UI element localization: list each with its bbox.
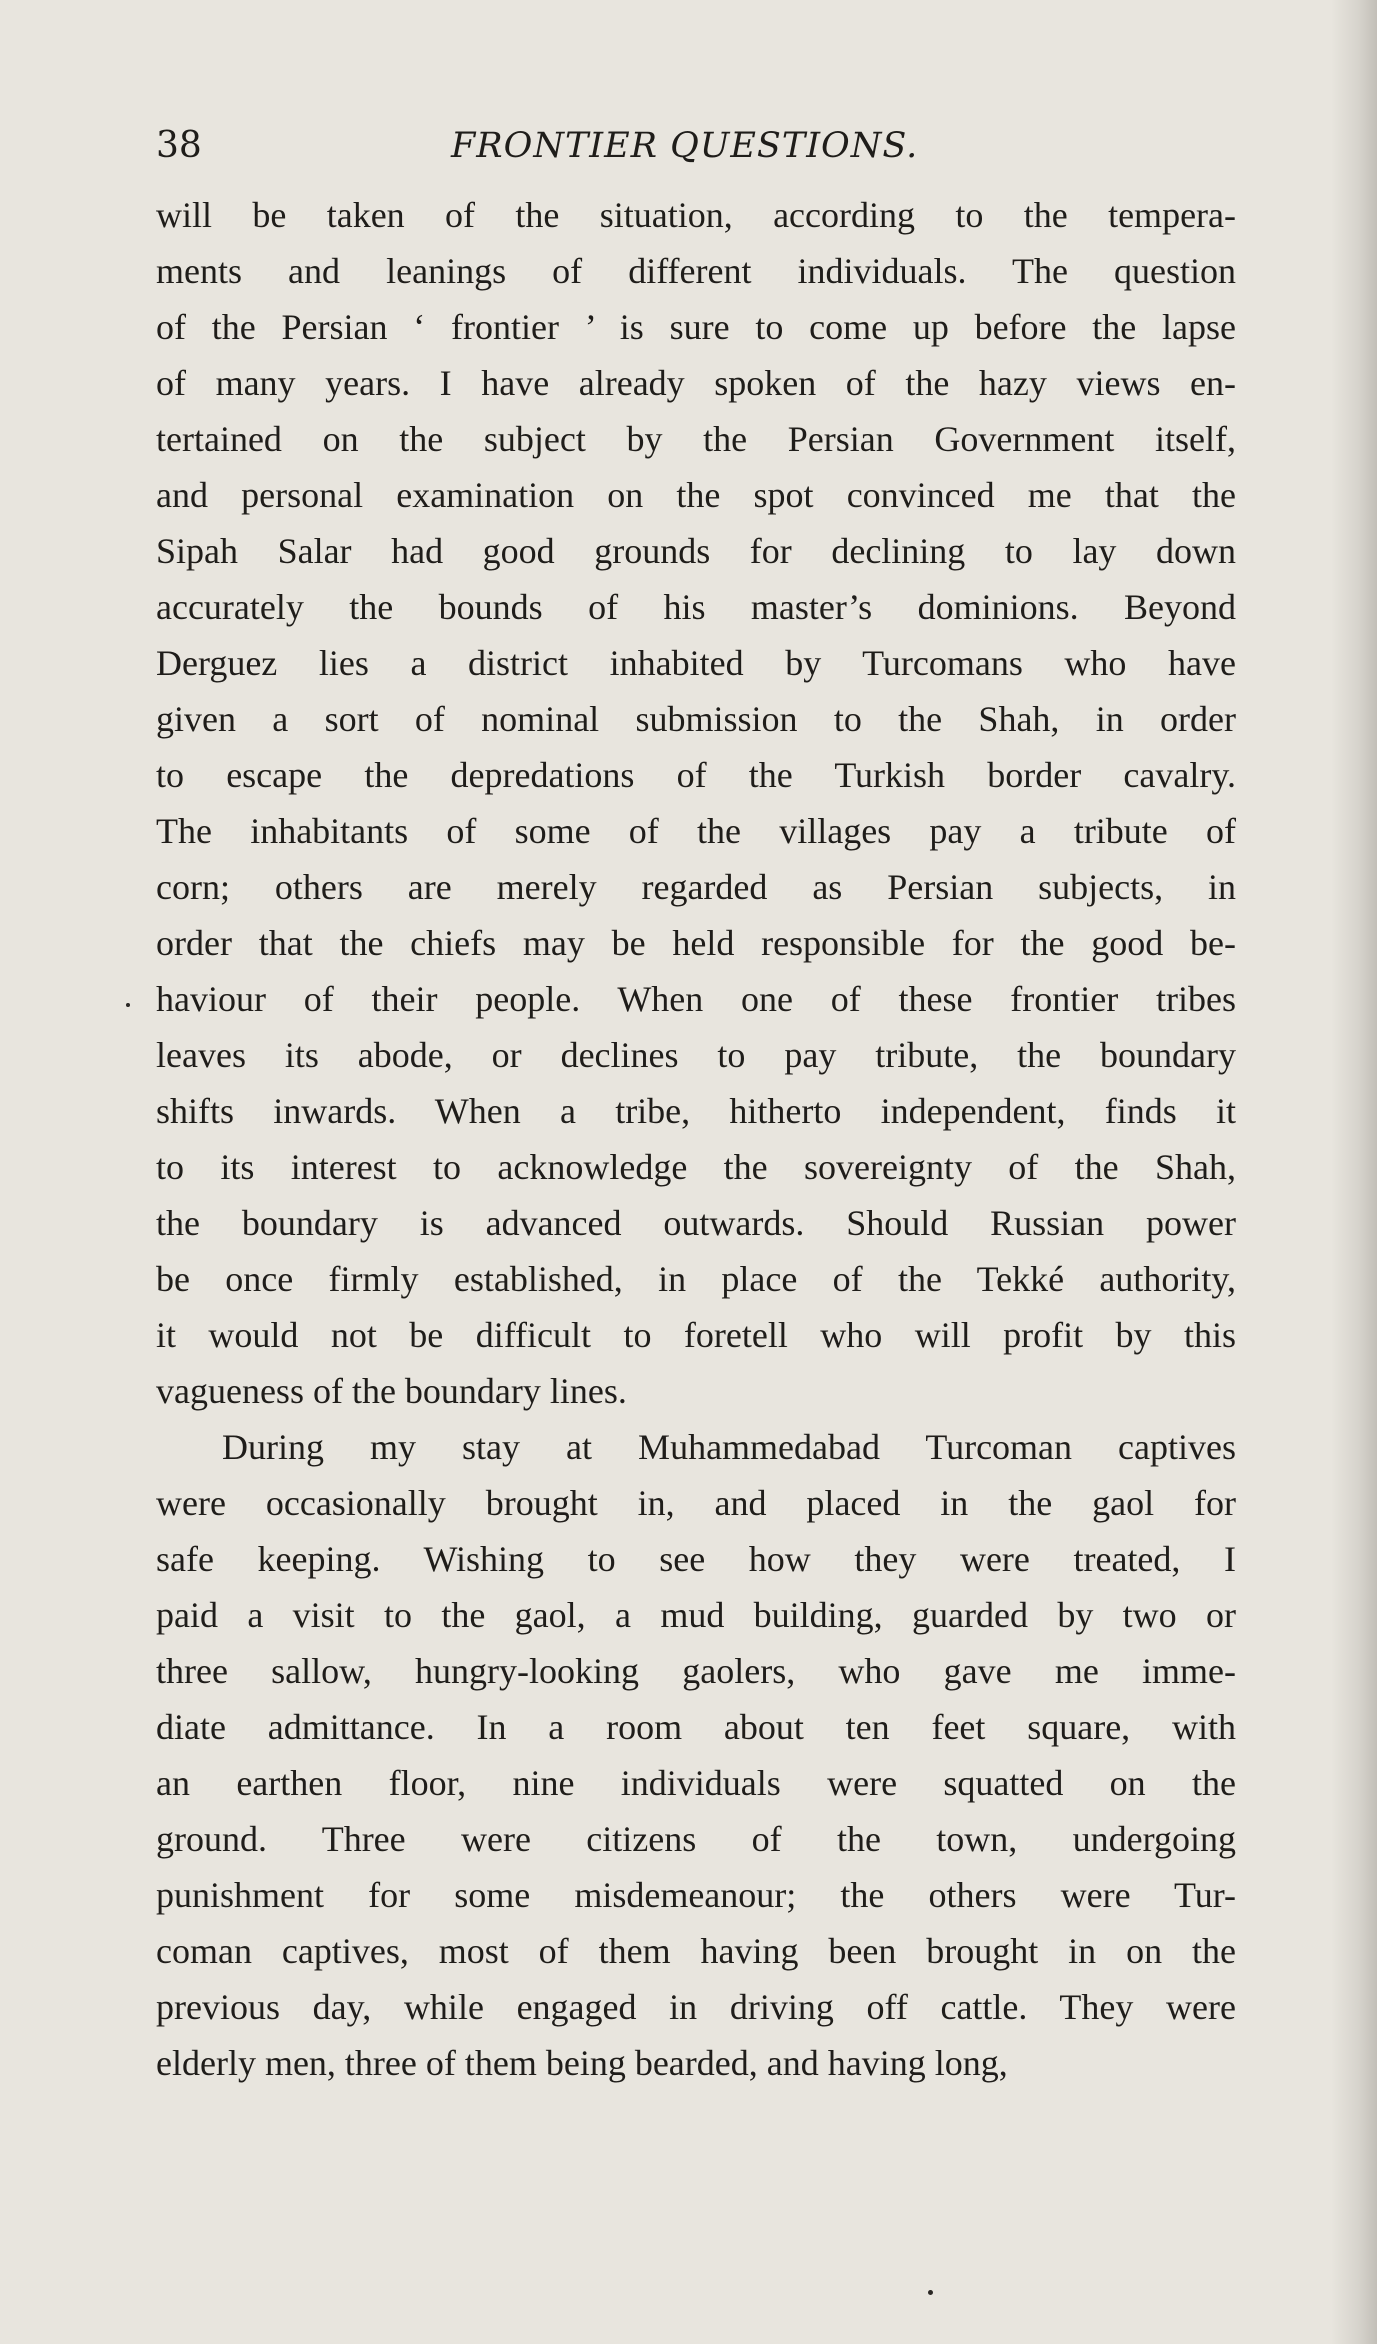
running-title: FRONTIER QUESTIONS. [451,126,919,166]
text-line: Derguez lies a district inhabited by Turcomans who have [156,643,1236,683]
text-line: punishment for some misdemeanour; the others were Tur- [156,1875,1236,1915]
text-line: previous day, while engaged in driving off cattle. They were [156,1987,1236,2027]
text-line: be once firmly established, in place of the Tekké authority, [156,1259,1236,1299]
text-line: of the Persian ‘ frontier ’ is sure to come up before the lapse [156,307,1236,347]
text-line: and personal examination on the spot convinced me that the [156,475,1236,515]
text-line: leaves its abode, or declines to pay tribute, the boundary [156,1035,1236,1075]
text-line: diate admittance. In a room about ten feet square, with [156,1707,1236,1747]
text-line: were occasionally brought in, and placed in the gaol for [156,1483,1236,1523]
text-line: ground. Three were citizens of the town, undergoing [156,1819,1236,1859]
print-speck [126,1003,130,1007]
body-text [156,187,1236,2091]
text-line: corn; others are merely regarded as Persian subjects, in [156,867,1236,907]
text-line: haviour of their people. When one of these frontier tribes [156,979,1236,1019]
text-line: accurately the bounds of his master’s dominions. Beyond [156,587,1236,627]
text-line: coman captives, most of them having been brought in on the [156,1931,1236,1971]
text-line: an earthen floor, nine individuals were squatted on the [156,1763,1236,1803]
text-line: three sallow, hungry-looking gaolers, who gave me imme- [156,1651,1236,1691]
text-line: the boundary is advanced outwards. Should Russian power [156,1203,1236,1243]
running-head [156,116,1236,176]
text-line: The inhabitants of some of the villages pay a tribute of [156,811,1236,851]
page-number: 38 [156,125,202,166]
text-line: to escape the depredations of the Turkish border cavalry. [156,755,1236,795]
text-line: will be taken of the situation, according to the tempera- [156,195,1236,235]
text-line: shifts inwards. When a tribe, hitherto independent, finds it [156,1091,1236,1131]
text-line: ments and leanings of different individuals. The question [156,251,1236,291]
text-line: to its interest to acknowledge the sovereignty of the Shah, [156,1147,1236,1187]
print-speck [928,2290,933,2295]
text-line: paid a visit to the gaol, a mud building, guarded by two or [156,1595,1236,1635]
text-line: given a sort of nominal submission to the Shah, in order [156,699,1236,739]
text-line: it would not be difficult to foretell who will profit by this [156,1315,1236,1355]
text-line: Sipah Salar had good grounds for declining to lay down [156,531,1236,571]
text-line: of many years. I have already spoken of the hazy views en- [156,363,1236,403]
text-line: safe keeping. Wishing to see how they were treated, I [156,1539,1236,1579]
text-line: vagueness of the boundary lines. [156,1371,627,1411]
text-line: tertained on the subject by the Persian Government itself, [156,419,1236,459]
page-edge-shadow [1331,0,1377,2344]
text-line: During my stay at Muhammedabad Turcoman captives [222,1427,1236,1467]
text-line: elderly men, three of them being bearded, and having long, [156,2043,1008,2083]
text-line: order that the chiefs may be held responsible for the good be- [156,923,1236,963]
